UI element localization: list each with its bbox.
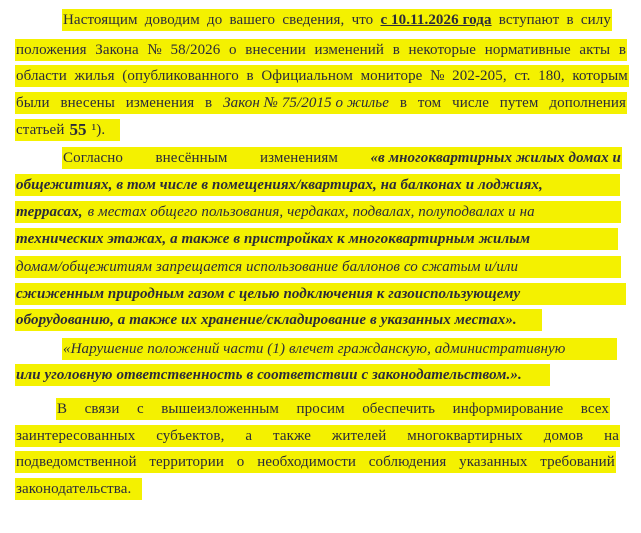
word: путем (499, 95, 539, 111)
word: что (351, 12, 374, 28)
word: 180, (538, 68, 565, 84)
document-line (15, 478, 142, 500)
word: законодательства. (16, 481, 132, 497)
document-line (15, 65, 629, 87)
word: указанных (459, 454, 528, 470)
word: доводим (144, 12, 200, 28)
word: акты (579, 42, 611, 58)
word: внесены (60, 95, 115, 111)
word: в (205, 95, 213, 111)
word: а (245, 428, 253, 444)
word: Закон № 75/2015 о жилье (223, 95, 389, 111)
word: изменениям (259, 150, 338, 166)
word: субъектов, (156, 428, 225, 444)
word: общежитиях, в том числе в помещениях/квартирах, на балконах и лоджиях, (16, 177, 543, 193)
word: о (236, 454, 245, 470)
document-line (15, 364, 550, 386)
document-line (15, 309, 542, 331)
document-line (62, 338, 617, 360)
word: Закона (95, 42, 139, 58)
word: в (399, 95, 408, 111)
word: внесении (245, 42, 306, 58)
word: связи (84, 401, 120, 417)
word: дополнения (549, 95, 626, 111)
word: домам/общежитиям запрещается использование баллонов со сжатым и/или (16, 259, 519, 275)
word: некоторые (408, 42, 477, 58)
word: сжиженным природным газом с целью подключения к газоиспользующему (16, 286, 521, 302)
word: внесённым (155, 150, 228, 166)
document-line (15, 174, 620, 196)
document-line (15, 39, 627, 61)
word: также (272, 428, 311, 444)
word: жилья (74, 68, 115, 84)
document-line (15, 119, 120, 141)
document-line (15, 256, 621, 278)
word: изменений (314, 42, 385, 58)
word: нормативные (484, 42, 571, 58)
word: оборудованию, а также их хранение/складирование в указанных местах». (16, 312, 517, 328)
word: в (392, 42, 400, 58)
word: силу (580, 12, 611, 28)
word: 58/2026 (170, 42, 221, 58)
word: просим (296, 401, 345, 417)
word: всех (580, 401, 609, 417)
word: которым (572, 68, 628, 84)
word: информирование (452, 401, 564, 417)
word: с 10.11.2026 года (380, 12, 492, 28)
word: в (246, 68, 254, 84)
word: требований (540, 454, 615, 470)
word: статьей (16, 122, 65, 138)
word: ст. (514, 68, 531, 84)
document-line (62, 147, 622, 169)
word: ¹). (91, 122, 106, 138)
word: о (229, 42, 237, 58)
word: или уголовную ответственность в соответствии с законодательством.». (16, 367, 522, 383)
word: 202-205, (452, 68, 507, 84)
word: вступают (498, 12, 560, 28)
word: области (16, 68, 67, 84)
word: Настоящим (63, 12, 138, 28)
word: (опубликованного (122, 68, 239, 84)
word: положения (16, 42, 87, 58)
word: в (566, 12, 574, 28)
word: том (417, 95, 442, 111)
word: Официальном (261, 68, 353, 84)
word: № (430, 68, 445, 84)
document-line (15, 228, 618, 250)
word: изменения (125, 95, 195, 111)
document-line (62, 9, 612, 31)
document-line (15, 425, 620, 447)
word: террасах, (16, 204, 83, 220)
document-line (15, 92, 627, 114)
word: числе (452, 95, 489, 111)
word: подведомственной (16, 454, 137, 470)
word: мониторе (360, 68, 423, 84)
word: жителей (331, 428, 387, 444)
word: обеспечить (362, 401, 436, 417)
word: территории (149, 454, 225, 470)
word: вашего (229, 12, 276, 28)
word: до (207, 12, 223, 28)
document-line (56, 398, 610, 420)
word: заинтересованных (16, 428, 136, 444)
word: необходимости (257, 454, 356, 470)
word: № (147, 42, 162, 58)
word: соблюдения (368, 454, 447, 470)
word: Согласно (63, 150, 124, 166)
word: были (16, 95, 50, 111)
word: В (57, 401, 68, 417)
word: «Нарушение положений части (1) влечет гражданскую, административную (63, 341, 566, 357)
document-line (15, 451, 616, 473)
word: «в многоквартирных жилых домах и (370, 150, 621, 166)
word: сведения, (282, 12, 345, 28)
word: технических этажах, а также в пристройках к многоквартирным жилым (16, 231, 531, 247)
word: домов (543, 428, 584, 444)
document-line (15, 283, 626, 305)
word: с (136, 401, 144, 417)
word: многоквартирных (407, 428, 523, 444)
word: в (618, 42, 626, 58)
document-line (15, 201, 621, 223)
word: в местах общего пользования, чердаках, подвалах, полуподвалах и на (87, 204, 535, 220)
word: 55 (69, 120, 87, 139)
word: на (604, 428, 619, 444)
word: вышеизложенным (161, 401, 280, 417)
